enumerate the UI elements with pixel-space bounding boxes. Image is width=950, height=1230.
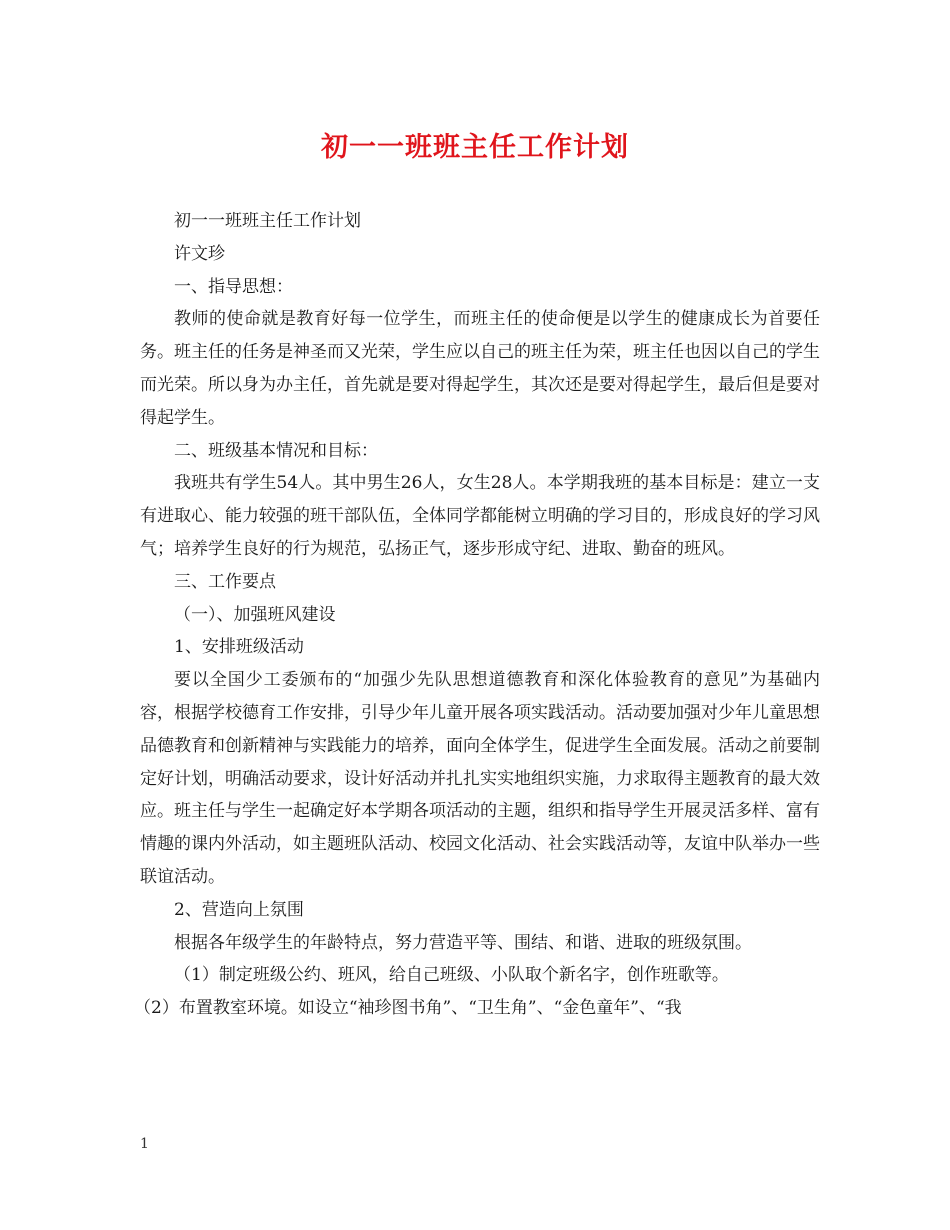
section-heading-3: 三、工作要点 xyxy=(174,571,276,592)
list-item-1: （1）制定班级公约、班风，给自己班级、小队取个新名字，创作班歌等。 xyxy=(174,965,729,986)
subtitle: 初一一班班主任工作计划 xyxy=(174,211,361,231)
document-title: 初一一班班主任工作计划 xyxy=(321,132,629,163)
paragraph-mission: 教师的使命就是教育好每一位学生，而班主任的使命便是以学生的健康成长为首要任务。班主任的任务是神圣而又光荣，学生应以自己的班主任为荣，班主任也因以自己的学生而光荣。所以身为办主任，首先就是要对得起学生，其次还是要对得起学生，最后但是要对得起学生。 xyxy=(140,309,820,428)
subsection-heading-1: （一）、加强班风建设 xyxy=(174,604,336,625)
paragraph-atmosphere: 根据各年级学生的年龄特点，努力营造平等、围结、和谐、进取的班级氛围。 xyxy=(174,932,752,953)
paragraph-class-info: 我班共有学生54人。其中男生26人，女生28人。本学期我班的基本目标是：建立一支有进取心、能力较强的班干部队伍，全体同学都能树立明确的学习目的，形成良好的学习风气；培养学生良好的行为规范，弘扬正气，逐步形成守纪、进取、勤奋的班风。 xyxy=(140,473,820,559)
item-heading-2: 2、营造向上氛围 xyxy=(174,899,304,920)
item-heading-1: 1、安排班级活动 xyxy=(174,637,304,658)
list-item-2: （2）布置教室环境。如设立“袖珍图书角”、“卫生角”、“金色童年”、“我 xyxy=(134,998,682,1019)
author: 许文珍 xyxy=(174,243,225,264)
paragraph-activities: 要以全国少工委颁布的“加强少先队思想道德教育和深化体验教育的意见”为基础内容，根据学校德育工作安排，引导少年儿童开展各项实践活动。活动要加强对少年儿童思想品德教育和创新精神与实践能力的培养，面向全体学生，促进学生全面发展。活动之前要制定好计划，明确活动要求，设计好活动并扎扎实实地组织实施，力求取得主题教育的最大效应。班主任与学生一起确定好本学期各项活动的主题，组织和指导学生开展灵活多样、富有情趣的课内外活动，如主题班队活动、校园文化活动、社会实践活动等，友谊中队举办一些联谊活动。 xyxy=(140,670,820,887)
section-heading-2: 二、班级基本情况和目标： xyxy=(174,440,378,461)
document-body xyxy=(134,205,820,1025)
page-number: 1 xyxy=(140,1136,149,1152)
section-heading-1: 一、指导思想： xyxy=(174,276,293,297)
